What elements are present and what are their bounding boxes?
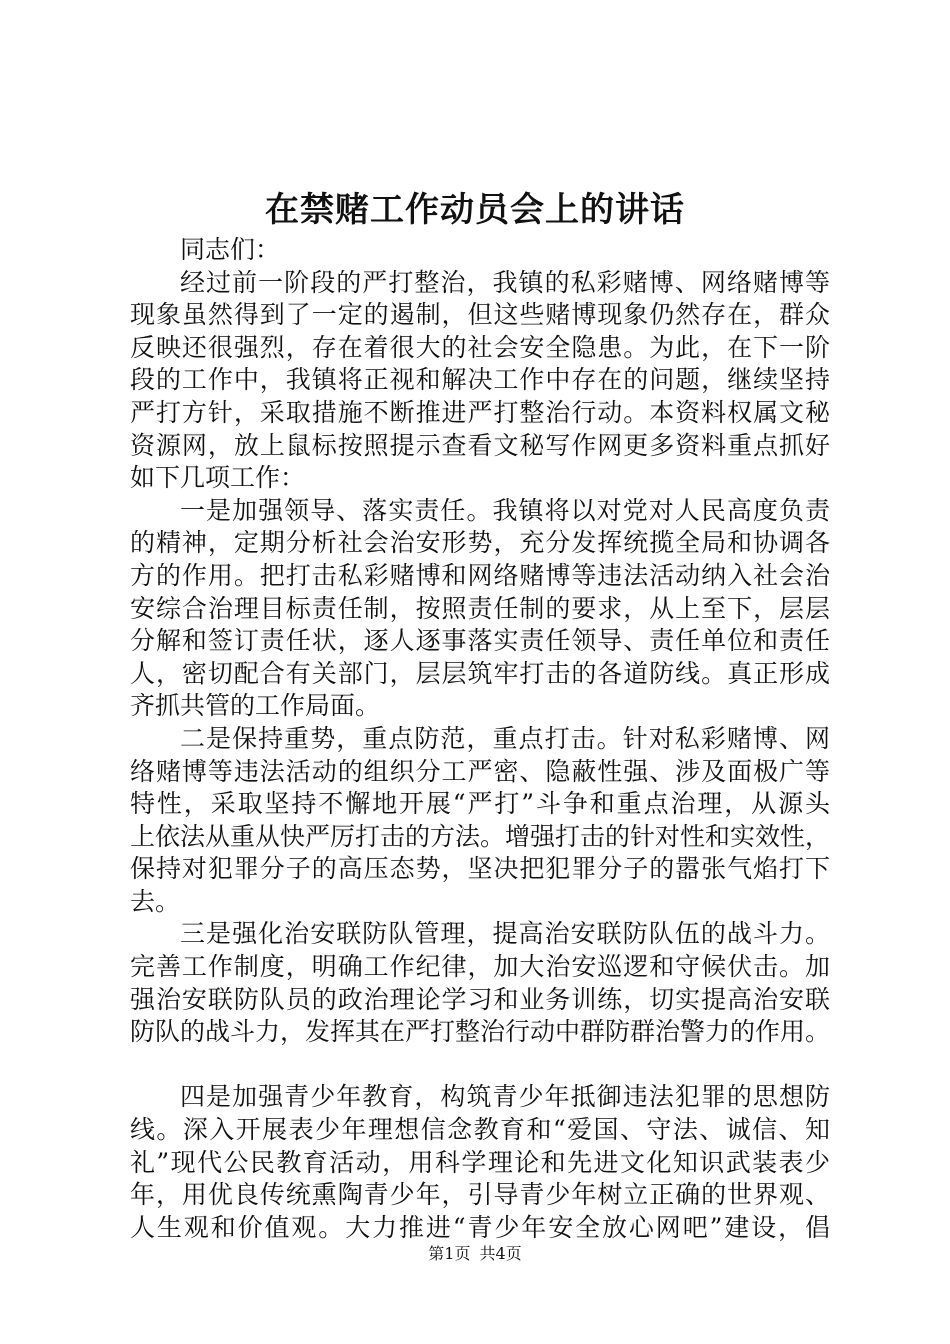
body-line: 段的工作中，我镇将正视和解决工作中存在的问题，继续坚持 xyxy=(130,365,830,395)
paragraph-gap xyxy=(130,1049,830,1082)
body-line: 保持对犯罪分子的高压态势，坚决把犯罪分子的嚣张气焰打下 xyxy=(130,854,830,884)
body-line: 分解和签订责任状，逐人逐事落实责任领导、责任单位和责任 xyxy=(130,626,830,656)
body-line: 的精神，定期分析社会治安形势，充分发挥统揽全局和协调各 xyxy=(130,528,830,558)
body-line: 资源网，放上鼠标按照提示查看文秘写作网更多资料重点抓好 xyxy=(130,430,830,460)
body-line: 年，用优良传统熏陶青少年，引导青少年树立正确的世界观、 xyxy=(130,1180,830,1210)
body-line: 方的作用。把打击私彩赌博和网络赌博等违法活动纳入社会治 xyxy=(130,560,830,590)
page-total: 共4页 xyxy=(479,1244,522,1263)
salutation: 同志们： xyxy=(180,235,281,264)
body-line: 上依法从重从快严厉打击的方法。增强打击的针对性和实效性， xyxy=(130,821,831,851)
body-line: 现象虽然得到了一定的遏制，但这些赌博现象仍然存在，群众 xyxy=(130,300,830,330)
body-line: 防队的战斗力，发挥其在严打整治行动中群防群治警力的作用。 xyxy=(130,1017,831,1047)
body-line: 经过前一阶段的严打整治，我镇的私彩赌博、网络赌博等 xyxy=(180,267,830,297)
body-line: 去。 xyxy=(130,886,181,916)
document-body xyxy=(130,234,830,1244)
body-line: 一是加强领导、落实责任。我镇将以对党对人民高度负责 xyxy=(180,495,830,525)
body-line: 三是强化治安联防队管理，提高治安联防队伍的战斗力。 xyxy=(180,919,830,949)
body-line: 线。深入开展表少年理想信念教育和“爱国、守法、诚信、知 xyxy=(130,1115,830,1145)
body-line: 人生观和价值观。大力推进“青少年安全放心网吧”建设，倡 xyxy=(130,1212,830,1242)
body-line: 安综合治理目标责任制，按照责任制的要求，从上至下，层层 xyxy=(130,593,830,623)
body-line: 二是保持重势，重点防范，重点打击。针对私彩赌博、网 xyxy=(180,723,830,753)
body-line: 特性，采取坚持不懈地开展“严打”斗争和重点治理，从源头 xyxy=(130,789,830,819)
body-line: 人，密切配合有关部门，层层筑牢打击的各道防线。真正形成 xyxy=(130,658,830,688)
page-number: 第1页 xyxy=(428,1244,471,1263)
body-line: 礼”现代公民教育活动，用科学理论和先进文化知识武装表少 xyxy=(130,1147,830,1177)
body-line: 反映还很强烈，存在着很大的社会安全隐患。为此，在下一阶 xyxy=(130,332,830,362)
body-line: 如下几项工作： xyxy=(130,463,306,493)
page-footer xyxy=(0,1243,950,1265)
body-line: 严打方针，采取措施不断推进严打整治行动。本资料权属文秘 xyxy=(130,397,830,427)
body-line: 强治安联防队员的政治理论学习和业务训练，切实提高治安联 xyxy=(130,984,830,1014)
body-line: 完善工作制度，明确工作纪律，加大治安巡逻和守候伏击。加 xyxy=(130,952,830,982)
body-line: 齐抓共管的工作局面。 xyxy=(130,691,381,721)
body-line: 络赌博等违法活动的组织分工严密、隐蔽性强、涉及面极广等 xyxy=(130,756,830,786)
document-title: 在禁赌工作动员会上的讲话 xyxy=(265,190,685,230)
body-line: 四是加强青少年教育，构筑青少年抵御违法犯罪的思想防 xyxy=(180,1082,830,1112)
